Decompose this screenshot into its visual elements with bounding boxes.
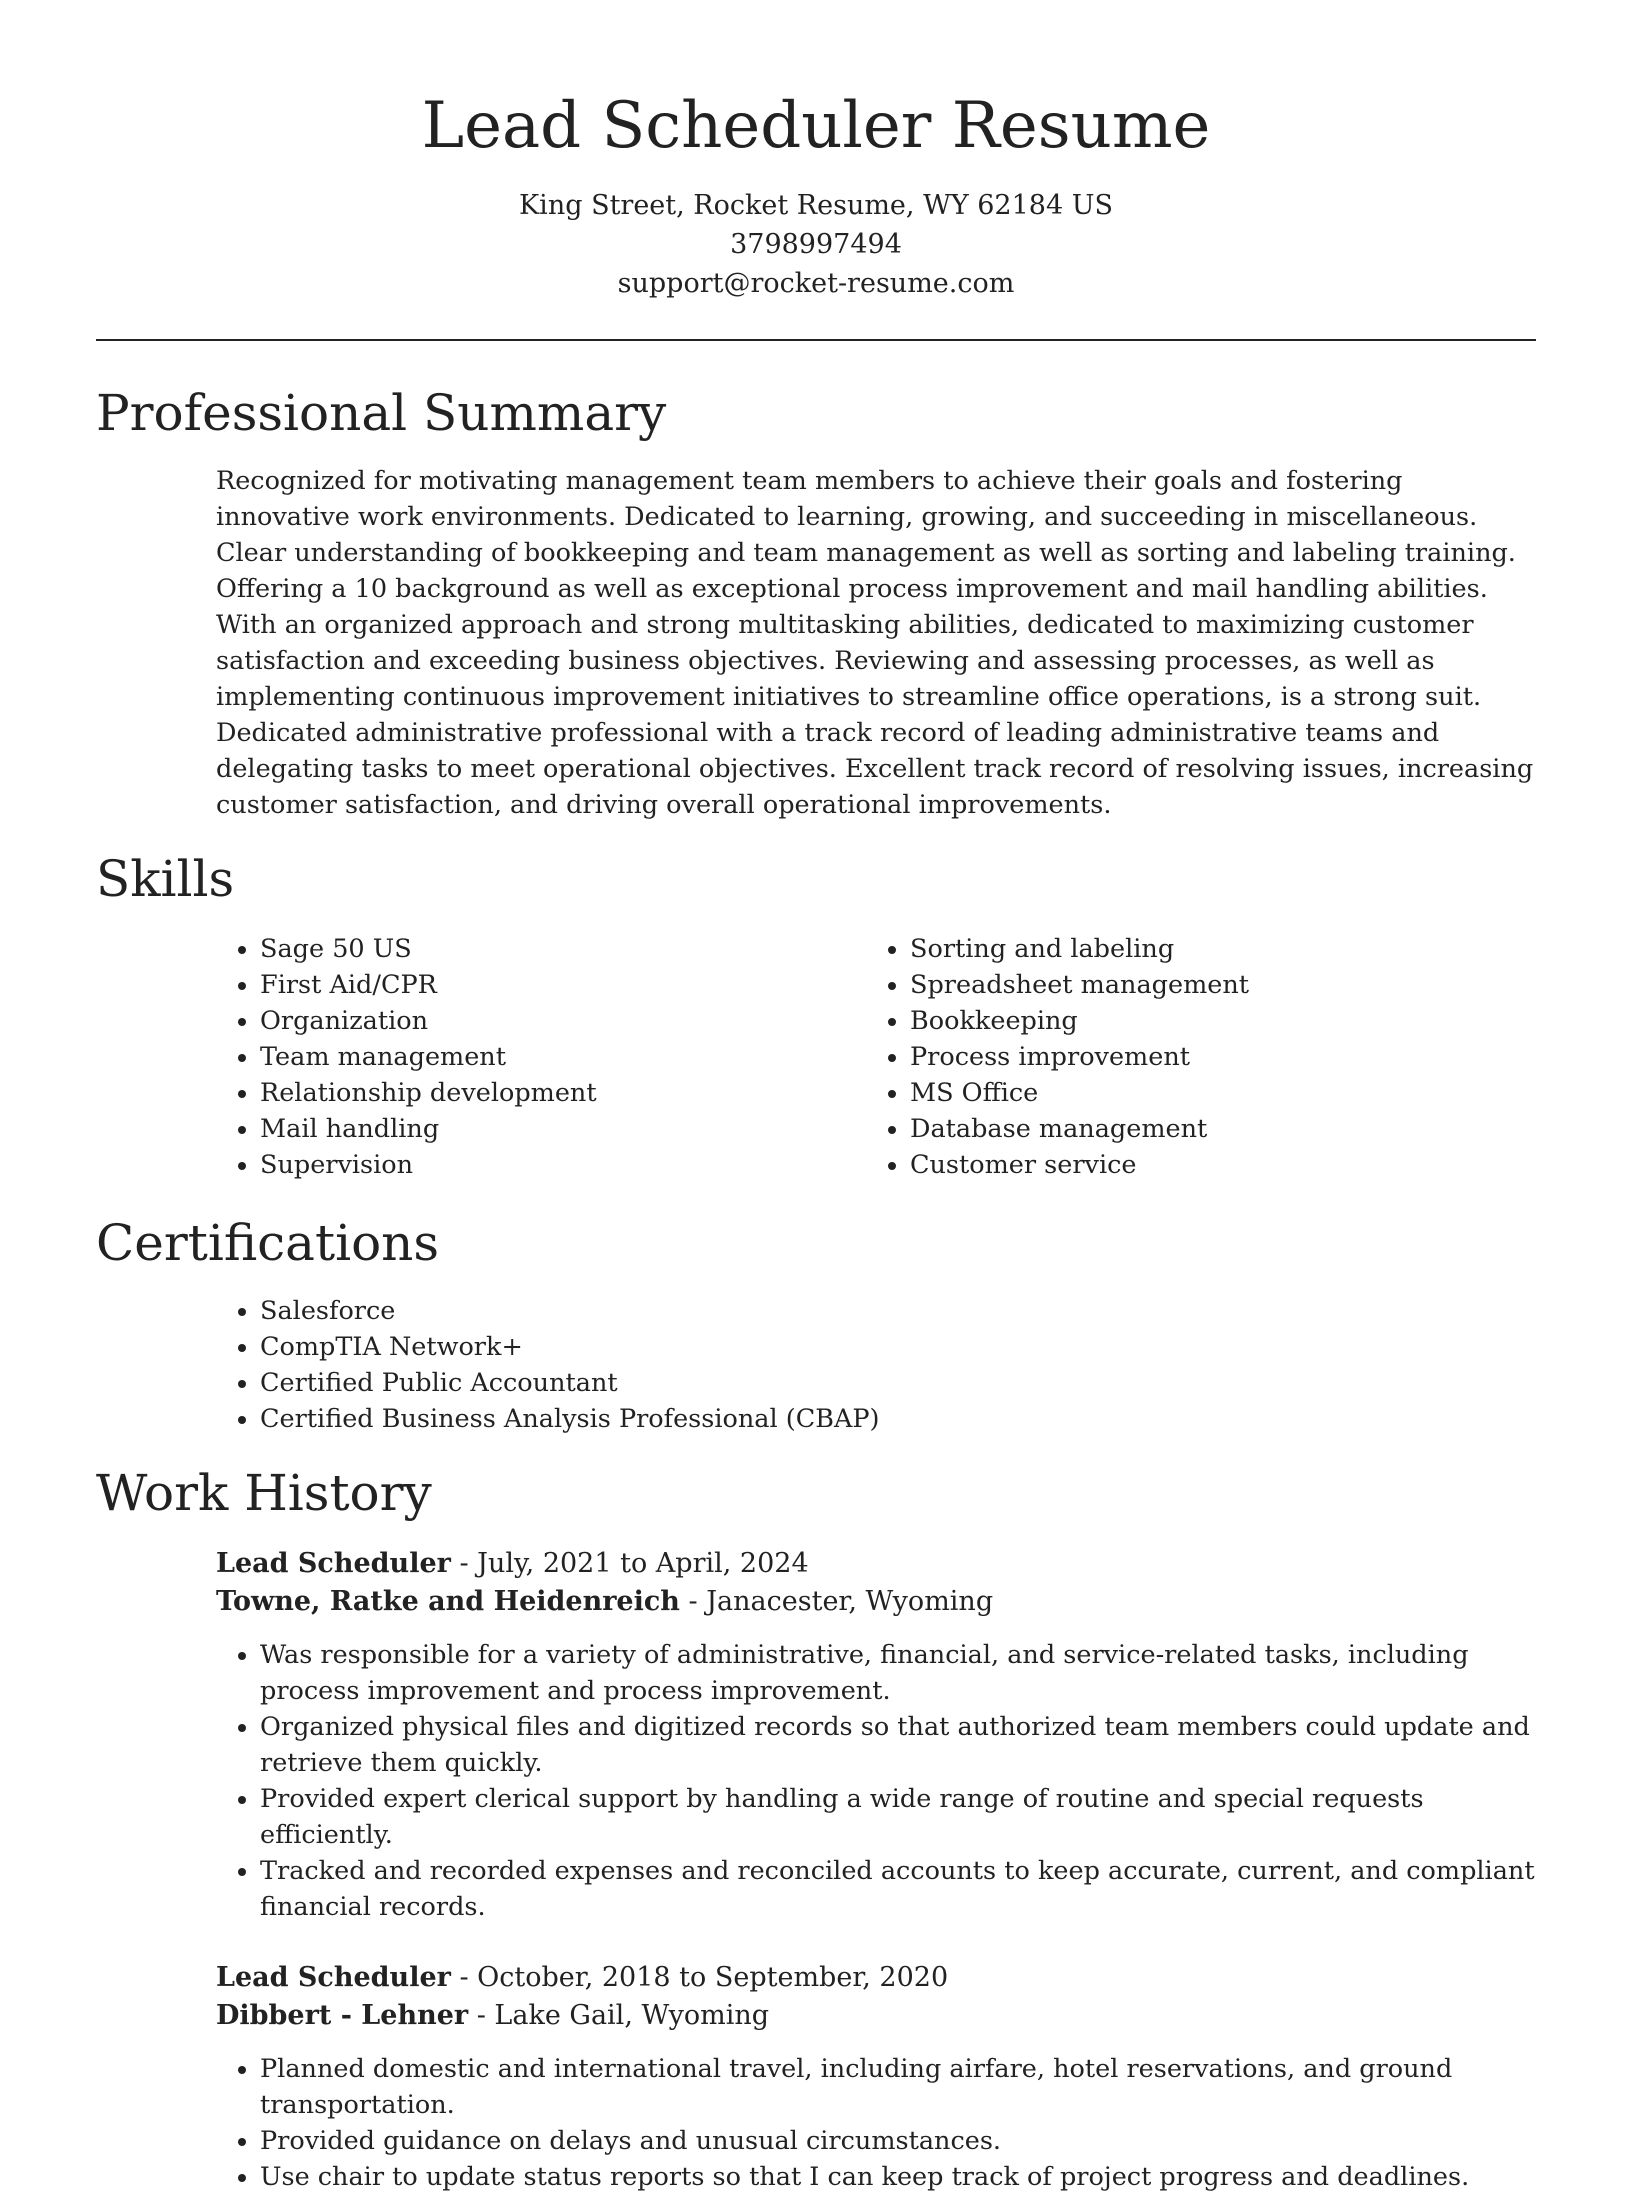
skill-item: • Supervision xyxy=(260,1147,866,1183)
certification-item: • Salesforce xyxy=(260,1293,1536,1329)
skill-item: • Customer service xyxy=(910,1147,1516,1183)
job-duty-item: • Was responsible for a variety of administrative, financial, and service-related tasks, including process improvement and process improvement. xyxy=(260,1637,1536,1709)
skill-item: • MS Office xyxy=(910,1075,1516,1111)
job-title-line xyxy=(216,1959,1536,1997)
job-company: Towne, Ratke and Heidenreich xyxy=(216,1586,680,1617)
resume-header xyxy=(96,0,1536,303)
skill-item: • Process improvement xyxy=(910,1039,1516,1075)
work-history-heading: Work History xyxy=(96,1464,432,1522)
skills-column-left xyxy=(216,931,866,1183)
skill-item: • Sorting and labeling xyxy=(910,931,1516,967)
job-entry xyxy=(216,1545,1536,1925)
job-dates: - July, 2021 to April, 2024 xyxy=(450,1548,809,1579)
job-role: Lead Scheduler xyxy=(216,1548,451,1579)
skill-item: • First Aid/CPR xyxy=(260,967,866,1003)
job-title-line xyxy=(216,1545,1536,1583)
job-company: Dibbert - Lehner xyxy=(216,2000,469,2031)
job-entry xyxy=(216,1959,1536,2195)
summary-text: Recognized for motivating management team members to achieve their goals and fostering innovative work environments. Dedicated to learning, growing, and succeeding in miscellaneous. Clear understanding of bookkeeping and team management as well as sorting and labeling training. Offering a 10 background as well as exceptional process improvement and mail handling abilities. With an organized approach and strong multitasking abilities, dedicated to maximizing customer satisfaction and exceeding business objectives. Reviewing and assessing processes, as well as implementing continuous improvement initiatives to streamline office operations, is a strong suit. Dedicated administrative professional with a track record of leading administrative teams and delegating tasks to meet operational objectives. Excellent track record of resolving issues, increasing customer satisfaction, and driving overall operational improvements. xyxy=(216,466,1534,820)
certifications-heading: Certifications xyxy=(96,1214,440,1272)
job-role: Lead Scheduler xyxy=(216,1962,451,1993)
certification-item: • Certified Public Accountant xyxy=(260,1365,1536,1401)
phone: 3798997494 xyxy=(730,229,902,260)
skill-item: • Team management xyxy=(260,1039,866,1075)
skill-item: • Spreadsheet management xyxy=(910,967,1516,1003)
resume-page xyxy=(96,0,1536,2195)
summary-heading: Professional Summary xyxy=(96,384,667,442)
address: King Street, Rocket Resume, WY 62184 US xyxy=(519,190,1113,221)
certifications-list xyxy=(216,1293,1536,1437)
job-duty-item: • Provided guidance on delays and unusual circumstances. xyxy=(260,2123,1536,2159)
job-location: - Janacester, Wyoming xyxy=(679,1586,994,1617)
contact-info xyxy=(96,186,1536,303)
skill-item: • Mail handling xyxy=(260,1111,866,1147)
job-duties xyxy=(216,1637,1536,1925)
job-duty-item: • Planned domestic and international travel, including airfare, hotel reservations, and ground transportation. xyxy=(260,2051,1536,2123)
header-divider xyxy=(96,339,1536,341)
job-duty-item: • Provided expert clerical support by handling a wide range of routine and special requests efficiently. xyxy=(260,1781,1536,1853)
job-company-line xyxy=(216,1583,1536,1621)
skill-item: • Database management xyxy=(910,1111,1516,1147)
skills-column-right xyxy=(866,931,1516,1183)
skills-heading: Skills xyxy=(96,850,235,908)
job-duty-item: • Use chair to update status reports so that I can keep track of project progress and deadlines. xyxy=(260,2159,1536,2195)
skills-list xyxy=(216,931,1536,1183)
page-title: Lead Scheduler Resume xyxy=(421,89,1211,163)
skill-item: • Sage 50 US xyxy=(260,931,866,967)
job-dates: - October, 2018 to September, 2020 xyxy=(450,1962,949,1993)
job-duty-item: • Organized physical files and digitized records so that authorized team members could update and retrieve them quickly. xyxy=(260,1709,1536,1781)
skill-item: • Organization xyxy=(260,1003,866,1039)
skill-item: • Bookkeeping xyxy=(910,1003,1516,1039)
job-location: - Lake Gail, Wyoming xyxy=(468,2000,770,2031)
certification-item: • CompTIA Network+ xyxy=(260,1329,1536,1365)
job-duties xyxy=(216,2051,1536,2195)
certification-item: • Certified Business Analysis Professional (CBAP) xyxy=(260,1401,1536,1437)
job-company-line xyxy=(216,1997,1536,2035)
email: support@rocket-resume.com xyxy=(617,268,1015,299)
job-duty-item: • Tracked and recorded expenses and reconciled accounts to keep accurate, current, and compliant financial records. xyxy=(260,1853,1536,1925)
skill-item: • Relationship development xyxy=(260,1075,866,1111)
